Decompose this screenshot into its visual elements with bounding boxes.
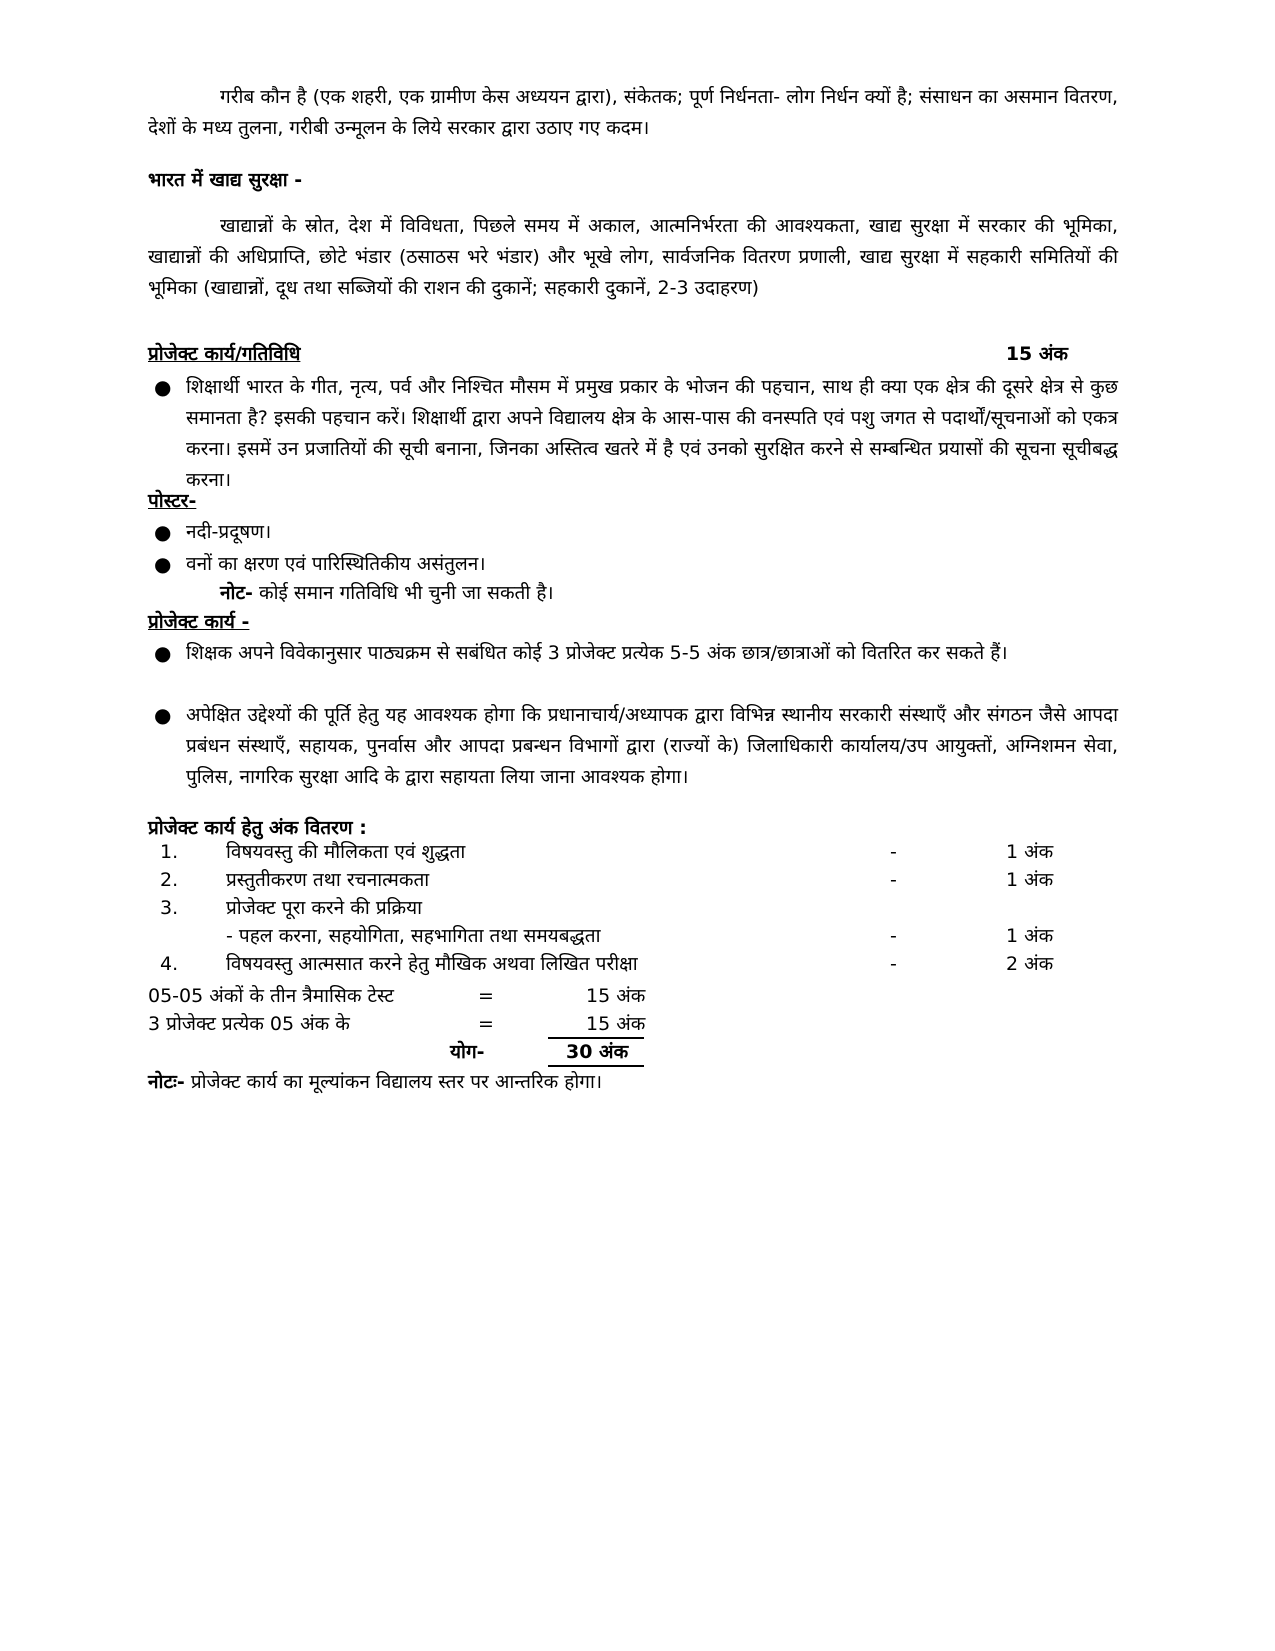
marks-row xyxy=(148,838,1058,867)
poster-heading: पोस्टर- xyxy=(148,490,197,512)
summary-label: 05-05 अंकों के तीन त्रैमासिक टेस्ट xyxy=(148,985,394,1007)
summary-equals: = xyxy=(478,985,494,1007)
project-activity-header xyxy=(148,340,1068,370)
note-activity xyxy=(220,578,554,609)
summary-row xyxy=(148,982,748,1011)
project-bullet-text: अपेक्षित उद्देश्यों की पूर्ति हेतु यह आवश्यक होगा कि प्रधानाचार्य/अध्यापक द्वारा विभिन्न स्थानीय सरकारी संस्थाएँ और संगठन जैसे आपदा प्रबंधन संस्थाएँ, सहायक, पुनर्वास और आपदा प्रबन्धन विभागों द्वारा (राज्यों के) जिलाधिकारी कार्यालय/उप आयुक्तों, अग्निशमन सेवा, पुलिस, नागरिक सुरक्षा आदि के द्वारा सहायता लिया जाना आवश्यक होगा। xyxy=(186,704,1119,788)
marks-row-marks: 1 अंक xyxy=(1006,869,1054,891)
note-label: नोटः- xyxy=(148,1071,185,1093)
note-text: कोई समान गतिविधि भी चुनी जा सकती है। xyxy=(252,582,554,604)
marks-row-number: 2. xyxy=(160,869,179,891)
bullet-icon: ● xyxy=(154,703,172,727)
bullet-icon: ● xyxy=(154,375,172,399)
summary-value: 15 अंक xyxy=(586,985,646,1007)
project-bullet-text: शिक्षक अपने विवेकानुसार पाठ्यक्रम से सबंधित कोई 3 प्रोजेक्ट प्रत्येक 5-5 अंक छात्र/छात्राओं को वितरित कर सकते हैं। xyxy=(186,642,1008,664)
marks-row-number: 1. xyxy=(160,841,179,863)
poster-item-text: वनों का क्षरण एवं पारिस्थितिकीय असंतुलन। xyxy=(186,553,486,575)
summary-equals: = xyxy=(478,1013,494,1035)
marks-row-text: प्रोजेक्ट पूरा करने की प्रक्रिया xyxy=(226,897,423,919)
marks-distribution-heading: प्रोजेक्ट कार्य हेतु अंक वितरण : xyxy=(148,817,367,839)
marks-row xyxy=(148,950,1058,979)
total-value: 30 अंक xyxy=(566,1041,629,1063)
marks-row xyxy=(148,922,1058,951)
summary-row xyxy=(148,1010,748,1039)
project-activity-heading: प्रोजेक्ट कार्य/गतिविधि xyxy=(148,343,301,365)
marks-row-dash: - xyxy=(890,869,897,891)
marks-row-marks: 1 अंक xyxy=(1006,841,1054,863)
poster-item-text: नदी-प्रदूषण। xyxy=(186,521,272,543)
project-bullet xyxy=(148,638,1118,669)
poverty-paragraph: गरीब कौन है (एक शहरी, एक ग्रामीण केस अध्ययन द्वारा), संकेतक; पूर्ण निर्धनता- लोग निर्धन क्यों है; संसाधन का असमान वितरण, देशों के मध्य तुलना, गरीबी उन्मूलन के लिये सरकार द्वारा उठाए गए कदम। xyxy=(148,86,1118,139)
marks-row-text: विषयवस्तु आत्मसात करने हेतु मौखिक अथवा लिखित परीक्षा xyxy=(226,953,638,975)
marks-row-text: प्रस्तुतीकरण तथा रचनात्मकता xyxy=(226,869,430,891)
bullet-icon: ● xyxy=(154,520,172,544)
project-activity-marks: 15 अंक xyxy=(1005,343,1068,365)
poster-item xyxy=(148,517,1118,548)
marks-row-dash: - xyxy=(890,953,897,975)
bullet-icon: ● xyxy=(154,552,172,576)
marks-row-number: 4. xyxy=(160,953,179,975)
marks-row xyxy=(148,894,1058,923)
summary-label: 3 प्रोजेक्ट प्रत्येक 05 अंक के xyxy=(148,1013,350,1035)
bullet-icon: ● xyxy=(154,641,172,665)
marks-row-text: विषयवस्तु की मौलिकता एवं शुद्धता xyxy=(226,841,466,863)
total-row xyxy=(148,1038,748,1067)
marks-row-marks: 1 अंक xyxy=(1006,925,1054,947)
note-label: नोट- xyxy=(220,582,253,604)
note-text: प्रोजेक्ट कार्य का मूल्यांकन विद्यालय स्तर पर आन्तरिक होगा। xyxy=(184,1071,603,1093)
activity-bullet-text: शिक्षार्थी भारत के गीत, नृत्य, पर्व और निश्चित मौसम में प्रमुख प्रकार के भोजन की पहचान, साथ ही क्या एक क्षेत्र की दूसरे क्षेत्र से कुछ समानता है? इसकी पहचान करें। शिक्षार्थी द्वारा अपने विद्यालय क्षेत्र के आस-पास की वनस्पति एवं पशु जगत से पदार्थों/सूचनाओं को एकत्र करना। इसमें उन प्रजातियों की सूची बनाना, जिनका अस्तित्व खतरे में है एवं उनको सुरक्षित करने से सम्बन्धित प्रयासों की सूचना सूचीबद्ध करना। xyxy=(186,376,1118,491)
food-security-heading: भारत में खाद्य सुरक्षा - xyxy=(148,169,303,191)
marks-row-dash: - xyxy=(890,841,897,863)
total-underline xyxy=(548,1065,644,1067)
marks-row-marks: 2 अंक xyxy=(1006,953,1054,975)
project-work-heading xyxy=(148,608,249,634)
note-evaluation xyxy=(148,1068,602,1097)
summary-value: 15 अंक xyxy=(586,1013,646,1035)
poster-item xyxy=(148,549,1118,580)
project-work-heading-text: प्रोजेक्ट कार्य - xyxy=(148,611,250,633)
marks-row-text: - पहल करना, सहयोगिता, सहभागिता तथा समयबद्धता xyxy=(226,925,601,947)
total-label: योग- xyxy=(450,1041,485,1063)
marks-row xyxy=(148,866,1058,895)
marks-row-number: 3. xyxy=(160,897,179,919)
food-security-paragraph: खाद्यान्नों के स्रोत, देश में विविधता, पिछले समय में अकाल, आत्मनिर्भरता की आवश्यकता, खाद्य सुरक्षा में सरकार की भूमिका, खाद्यान्नों की अधिप्राप्ति, छोटे भंडार (ठसाठस भरे भंडार) और भूखे लोग, सार्वजनिक वितरण प्रणाली, खाद्य सुरक्षा में सहकारी समितियों की भूमिका (खाद्यान्नों, दूध तथा सब्जियों की राशन की दुकानें; सहकारी दुकानें, 2-3 उदाहरण) xyxy=(148,215,1118,299)
activity-bullet xyxy=(148,372,1118,496)
marks-row-dash: - xyxy=(890,925,897,947)
project-bullet xyxy=(148,700,1118,793)
